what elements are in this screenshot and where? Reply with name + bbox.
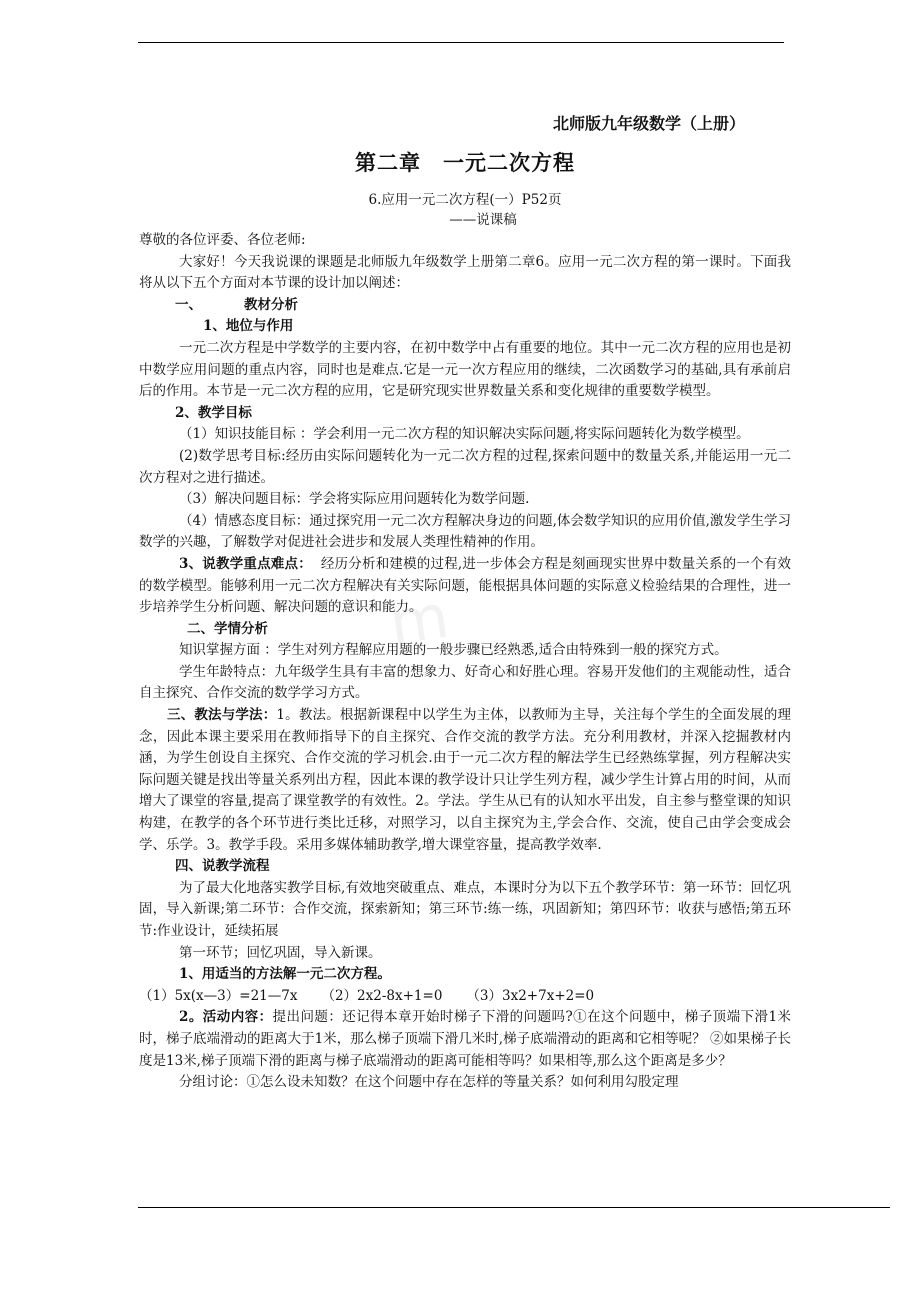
section-4-intro: 为了最大化地落实教学目标,有效地突破重点、难点，本课时分为以下五个教学环节：第一环节：回忆巩固，导入新课;第二环节：合作交流，探索新知；第三环节:练一练，巩固新知；第四环节：收获与感悟;第五环节:作业设计，延续拓展	[139, 879, 791, 939]
goal-2: (2)数学思考目标:经历由实际问题转化为一元二次方程的过程,探索问题中的数量关系,并能运用一元二次方程对之进行描述。	[139, 447, 791, 486]
intro-paragraph: 大家好！今天我说课的课题是北师版九年级数学上册第二章6。应用一元二次方程的第一课时。下面我将从以下五个方面对本节课的设计加以阐述：	[139, 253, 791, 292]
footer-rule	[138, 1207, 890, 1208]
section-1-number: 一、	[175, 296, 202, 313]
lesson-title: 6.应用一元二次方程(一）P52页	[368, 192, 562, 208]
genre-label: ——说课稿	[449, 212, 517, 228]
section-1-1-heading: 1、地位与作用	[203, 318, 294, 335]
greeting: 尊敬的各位评委、各位老师:	[139, 232, 306, 248]
document-body	[139, 112, 791, 1094]
watermark: m	[385, 580, 460, 660]
task-2-paragraph	[139, 1007, 791, 1072]
task-1-heading: 1、用适当的方法解一元二次方程。	[179, 966, 391, 983]
task-2-label: 2。活动内容：	[179, 1009, 273, 1026]
section-1-1-text: 一元二次方程是中学数学的主要内容，在初中数学中占有重要的地位。其中一元二次方程的应用也是初中数学应用问题的重点内容，同时也是难点.它是一元一次方程应用的继续，二次函数学习的基础,具有承前启后的作用。本节是一元二次方程的应用，它是研究现实世界数量关系和变化规律的重要数学模型。	[139, 339, 791, 400]
goal-4: （4）情感态度目标：通过探究用一元二次方程解决身边的问题,体会数学知识的应用价值,激发学生学习数学的兴趣，了解数学对促进社会进步和发展人类理性精神的作用。	[139, 512, 791, 551]
step-1-title: 第一环节；回忆巩固，导入新课。	[179, 944, 382, 961]
section-2-paragraph-2: 学生年龄特点：九年级学生具有丰富的想象力、好奇心和好胜心理。容易开发他们的主观能动性，适合自主探究、合作交流的数学学习方式。	[139, 663, 791, 702]
section-1-2-heading: 2、教学目标	[175, 404, 252, 421]
equation-2: （2）2x2-8x+1=0	[321, 987, 443, 1004]
section-1-heading	[139, 295, 791, 317]
task-2-text: 提出问题：还记得本章开始时梯子下滑的问题吗?①在这个问题中，梯子顶端下滑1米时，梯子底端滑动的距离大于1米，那么梯子顶端下滑几米时,梯子底端滑动的距离和它相等呢？ ②如果梯子长度是13米,梯子顶端下滑的距离与梯子底端滑动的距离可能相等吗？如果相等,那么这个距离是多少？	[139, 1009, 791, 1069]
goal-1: （1）知识技能目标 ：学会利用一元二次方程的知识解决实际问题,将实际问题转化为数学模型。	[179, 426, 750, 443]
section-2-paragraph-1: 知识掌握方面 ：学生对列方程解应用题的一般步骤已经熟悉,适合由特殊到一般的探究方式。	[179, 642, 728, 659]
equation-3: （3）3x2+7x+2=0	[466, 987, 595, 1004]
equation-1: （1）5x(x—3）=21—7x	[139, 987, 298, 1004]
section-3-paragraph	[139, 705, 791, 856]
section-2-heading: 二、学情分析	[187, 620, 268, 637]
discussion-paragraph: 分组讨论：①怎么设未知数？在这个问题中存在怎样的等量关系？如何利用勾股定理	[179, 1074, 679, 1091]
section-1-title: 教材分析	[244, 296, 298, 313]
section-3-text: 1。教法。根据新课程中以学生为主体，以教师为主导，关注每个学生的全面发展的理念，因此本课主要采用在教师指导下的自主探究、合作交流的教学方法。充分利用教材，并深入挖掘教材内涵，为学生创设自主探究、合作交流的学习机会.由于一元二次方程的解法学生已经熟练掌握，列方程解决实际问题关键是找出等量关系列出方程，因此本课的教学设计只让学生列方程，减少学生计算占用的时间，从而增大了课堂的容量,提高了课堂教学的有效性。2。学法。学生从已有的认知水平出发，自主参与整堂课的知识构建，在教学的各个环节进行类比迁移，对照学习，以自主探究为主,学会合作、交流，使自己由学会变成会学、乐学。3。教学手段。采用多媒体辅助教学,增大课堂容量，提高教学效率.	[139, 707, 791, 853]
section-1-3-heading: 3、说教学重点难点：	[179, 555, 312, 572]
header-rule	[138, 42, 784, 43]
book-title: 北师版九年级数学（上册）	[552, 114, 745, 133]
equation-list	[139, 986, 791, 1008]
section-3-heading: 三、教法与学法：	[167, 707, 277, 724]
chapter-title: 第二章 一元二次方程	[355, 150, 575, 175]
section-4-heading: 四、说教学流程	[175, 858, 270, 875]
section-1-3-text: 经历分析和建模的过程,进一步体会方程是刻画现实世界中数量关系的一个有效的数学模型。能够利用一元二次方程解决有关实际问题，能根据具体问题的实际意义检验结果的合理性，进一步培养学生分析问题、解决问题的意识和能力。	[139, 555, 791, 616]
section-1-3-paragraph	[139, 554, 791, 619]
goal-3: （3）解决问题目标：学会将实际应用问题转化为数学问题.	[179, 491, 530, 508]
